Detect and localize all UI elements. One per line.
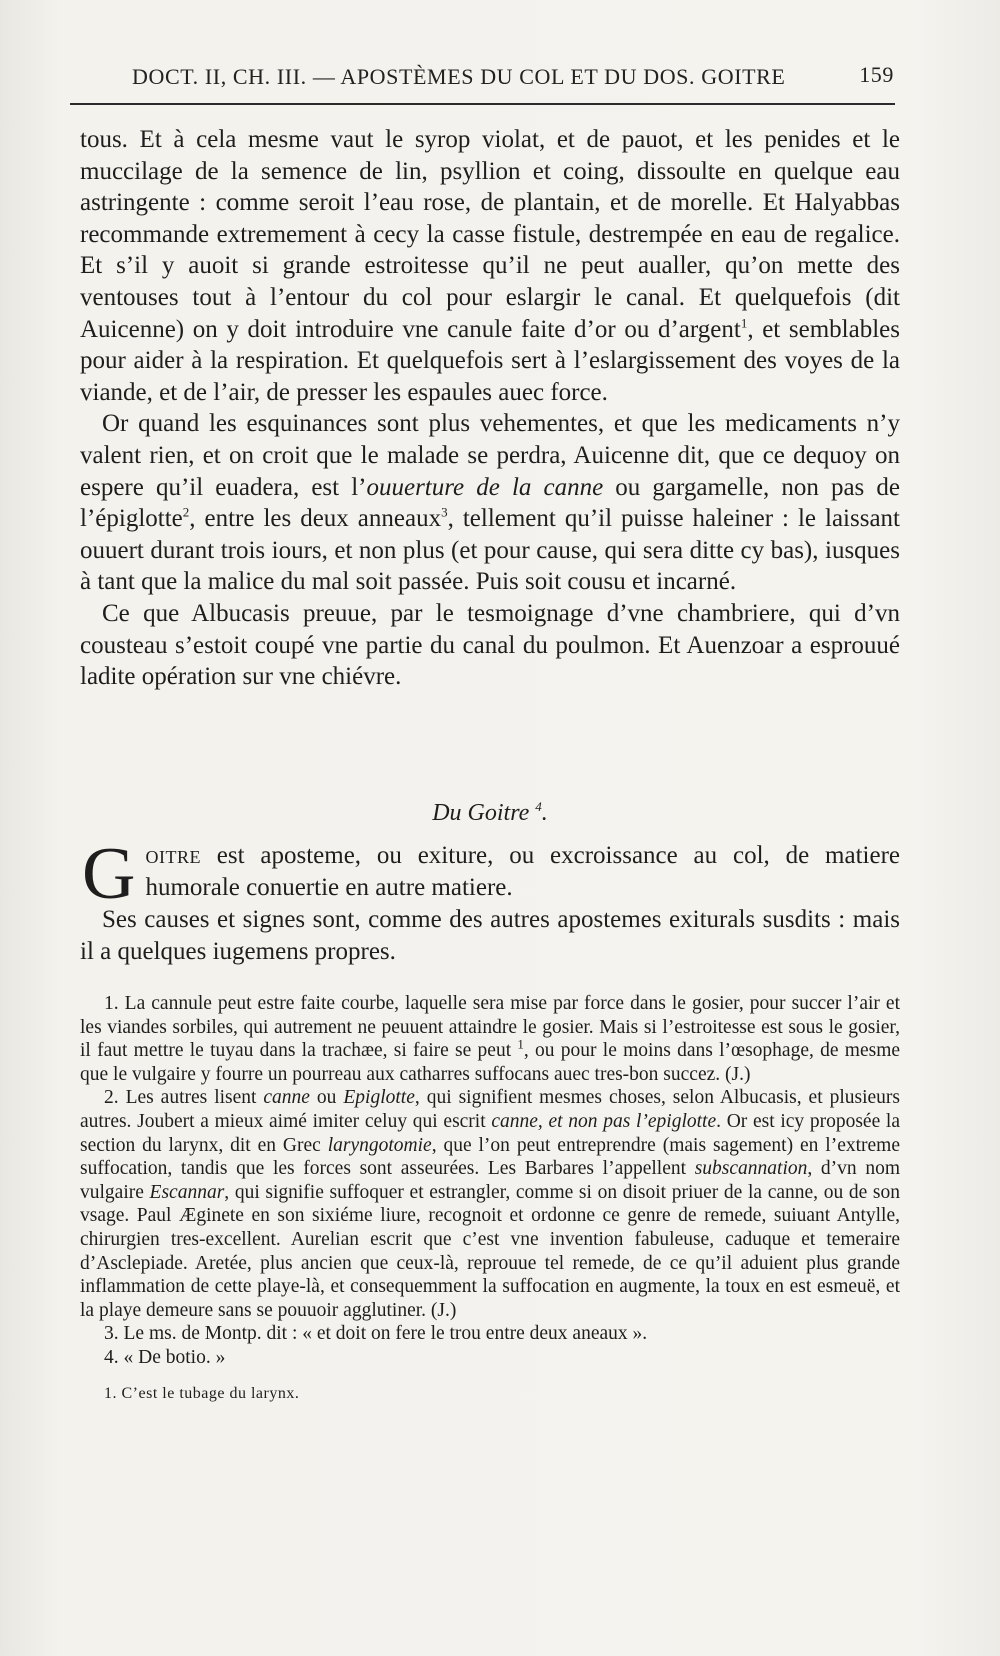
- footnote-ref: 4: [535, 799, 542, 814]
- footnotes: [80, 992, 900, 1405]
- sub-footnote: 1. C’est le tubage du larynx.: [104, 1384, 300, 1402]
- running-title: DOCT. II, CH. III. — APOSTÈMES DU COL ET DU DOS. GOITRE: [132, 64, 786, 89]
- header-rule: [70, 103, 895, 105]
- footnote-ref: 3: [441, 504, 448, 520]
- footnote-ref: 2: [182, 504, 190, 520]
- paragraph: Ce que Albucasis preuue, par le tesmoignage d’vne chambriere, qui d’vn cousteau s’estoit coupé vne partie du canal du poulmon. Et Auenzoar a esprouué ladite opération sur vne chiévre.: [80, 599, 900, 691]
- section-title: Du Goitre $^4$.: [432, 799, 548, 826]
- paragraph: Goitre est aposteme, ou exiture, ou excroissance au col, de matiere humorale conuertie en autre matiere.: [82, 833, 900, 915]
- paragraph: tous. Et à cela mesme vaut le syrop violat, et de pauot, et les penides et le muccilage de la semence de lin, psyllion et coing, dissoulte en quelque eau astringente : comme seroit l’eau rose, de plantain, et de morelle. Et Halyabbas recommande extremement à cecy la casse fistule, destrempée en eau de regalice. Et s’il y auoit si grande estroitesse qu’il ne peut aualler, qu’on mette des ventouses tout à l’entour du col pour eslargir le canal. Et quelquefois (dit Auicenne) on y doit introduire vne canule faite d’or ou d’argent$^1$, et semblables pour aider à la respiration. Et quelquefois sert à l’eslargissement des voyes de la viande, et de l’air, de presser les espaules auec force.: [80, 126, 900, 406]
- page-number: 159: [859, 62, 894, 87]
- footnote: 4. « De botio. »: [104, 1346, 226, 1368]
- footnote: 2. Les autres lisent canne ou Epiglotte, qui signifient mesmes choses, selon Albucasis, et plusieurs autres. Joubert a mieux aimé imiter celuy qui escrit canne, et non pas l’epiglotte. Or est icy proposée la section du larynx, dit en Grec laryngotomie, que l’on peut entreprendre (mais sagement) en l’extreme suffocation, tandis que les forces sont asseurées. Les Barbares l’appellent subscannation, d’vn nom vulgaire Escannar, qui signifie suffoquer et estrangler, comme si on disoit priuer de la canne, ou de son vsage. Paul Æginete en son sixiéme liure, recognoit et ordonne ce genre de remede, suiuant Antylle, chirurgien tres-excellent. Aurelian escrit que c’est vne invention fabuleuse, caduque et temeraire d’Asclepiade. Aretée, plus ancien que ceux-là, reprouue tel remede, de ce qu’il aduient plus grande inflammation de cette playe-là, et consequemment la suffocation en augmente, la toux en est esmeuë, et la playe demeure sans se pouuoir agglutiner. (J.): [80, 1087, 901, 1321]
- footnote: 3. Le ms. de Montp. dit : « et doit on fere le trou entre deux aneaux ».: [104, 1323, 648, 1345]
- section-text: [80, 833, 900, 967]
- paragraph: Ses causes et signes sont, comme des autres apostemes exiturals susdits : mais il a quelques iugemens propres.: [80, 906, 900, 965]
- footnote: 1. La cannule peut estre faite courbe, laquelle sera mise par force dans le gosier, pour succer l’air et les viandes sorbiles, qui autrement ne peuuent attaindre le gosier. Mais si l’estroitesse est sous le gosier, il faut mettre le tuyau dans la trachæe, si faire se peut $^1$, ou pour le moins dans l’œsophage, de mesme que le vulgaire y fourre un pourreau aux catharres suffocans auec tres-bon succez. (J.): [80, 993, 901, 1085]
- main-text: [80, 124, 900, 693]
- drop-cap: G: [82, 833, 136, 915]
- footnote-ref: 1: [740, 315, 748, 331]
- paragraph: Or quand les esquinances sont plus vehementes, et que les medicaments n’y valent rien, et on croit que le malade se perdra, Auicenne dit, que ce dequoy on espere qu’il euadera, est l’ouuerture de la canne ou gargamelle, non pas de l’épiglotte$^2$, entre les deux anneaux$^3$, tellement qu’il puisse haleiner : le laissant ouuert durant trois iours, et non plus (et pour cause, qui sera ditte cy bas), iusques à tant que la malice du mal soit passée. Puis soit cousu et incarné.: [80, 410, 900, 596]
- running-header: [122, 58, 902, 94]
